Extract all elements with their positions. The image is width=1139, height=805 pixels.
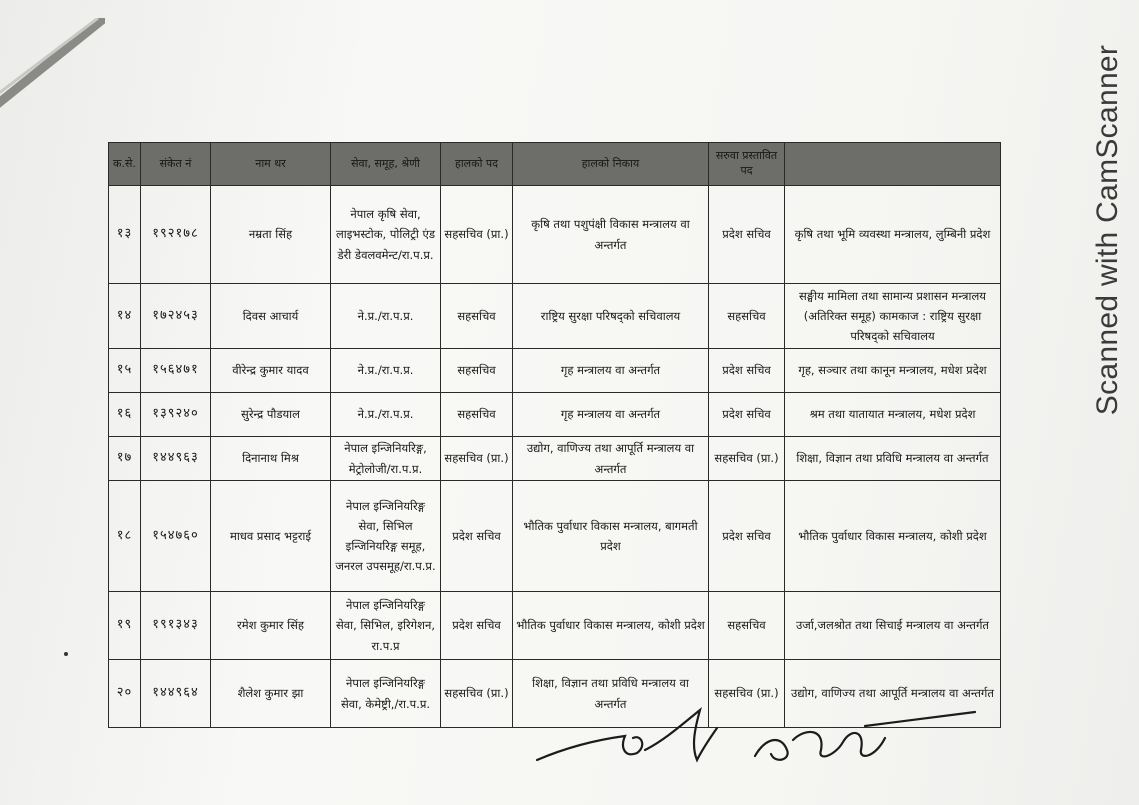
cell-code: १३९२४० (141, 393, 211, 437)
header-code: संकेत नं (141, 143, 211, 186)
cell-sn: १८ (109, 481, 141, 592)
signatures (525, 698, 995, 788)
signature-left (537, 710, 717, 760)
cell-new-office: उर्जा,जलश्रोत तथा सिचाई मन्त्रालय वा अन्तर्गत (785, 592, 1001, 660)
cell-name: रमेश कुमार सिंह (211, 592, 331, 660)
table-row (109, 592, 1001, 660)
table-body (109, 186, 1001, 728)
cell-sn: १७ (109, 437, 141, 481)
cell-code: १४४९६३ (141, 437, 211, 481)
cell-service: नेपाल इन्जिनियरिङ्ग सेवा, सिभिल इन्जिनियरिङ्ग समूह, जनरल उपसमूह/रा.प.प्र. (331, 481, 441, 592)
cell-post: प्रदेश सचिव (441, 592, 513, 660)
cell-name: नम्रता सिंह (211, 186, 331, 284)
cell-new-office: गृह, सञ्चार तथा कानून मन्त्रालय, मधेश प्रदेश (785, 349, 1001, 393)
header-row (109, 143, 1001, 186)
cell-name: शैलेश कुमार झा (211, 660, 331, 728)
cell-office: उद्योग, वाणिज्य तथा आपूर्ति मन्त्रालय वा अन्तर्गत (513, 437, 709, 481)
cell-code: १५४७६० (141, 481, 211, 592)
header-name: नाम थर (211, 143, 331, 186)
cell-proposed: सहसचिव (प्रा.) (709, 660, 785, 728)
cell-proposed: प्रदेश सचिव (709, 481, 785, 592)
cell-name: दिवस आचार्य (211, 284, 331, 349)
cell-office: राष्ट्रिय सुरक्षा परिषद्को सचिवालय (513, 284, 709, 349)
cell-service: ने.प्र./रा.प.प्र. (331, 284, 441, 349)
cell-service: ने.प्र./रा.प.प्र. (331, 349, 441, 393)
cell-post: सहसचिव (441, 284, 513, 349)
camscanner-watermark: Scanned with CamScanner (1091, 44, 1124, 416)
cell-post: सहसचिव (प्रा.) (441, 437, 513, 481)
page-fold-mark (0, 18, 105, 108)
cell-sn: १३ (109, 186, 141, 284)
header-service: सेवा, समूह, श्रेणी (331, 143, 441, 186)
cell-code: १७२४५३ (141, 284, 211, 349)
table-row (109, 349, 1001, 393)
header-post: हालको पद (441, 143, 513, 186)
cell-code: १९२१७८ (141, 186, 211, 284)
cell-sn: १६ (109, 393, 141, 437)
transfer-table (108, 142, 1001, 728)
table-row (109, 437, 1001, 481)
cell-name: वीरेन्द्र कुमार यादव (211, 349, 331, 393)
cell-code: १५६४७१ (141, 349, 211, 393)
cell-office: शिक्षा, विज्ञान तथा प्रविधि मन्त्रालय वा अन्तर्गत (513, 660, 709, 728)
header-sn: क.से. (109, 143, 141, 186)
cell-new-office: शिक्षा, विज्ञान तथा प्रविधि मन्त्रालय वा अन्तर्गत (785, 437, 1001, 481)
cell-proposed: सहसचिव (709, 592, 785, 660)
cell-office: कृषि तथा पशुपंक्षी विकास मन्त्रालय वा अन्तर्गत (513, 186, 709, 284)
cell-sn: १४ (109, 284, 141, 349)
table-row (109, 186, 1001, 284)
cell-name: सुरेन्द्र पौडयाल (211, 393, 331, 437)
cell-new-office: कृषि तथा भूमि व्यवस्था मन्त्रालय, लुम्बिनी प्रदेश (785, 186, 1001, 284)
cell-service: नेपाल इन्जिनियरिङ्ग सेवा, केमेष्ट्री,/रा.प.प्र. (331, 660, 441, 728)
cell-office: गृह मन्त्रालय वा अन्तर्गत (513, 349, 709, 393)
table-row (109, 481, 1001, 592)
header-proposed: सरुवा प्रस्तावित पद (709, 143, 785, 186)
cell-post: सहसचिव (प्रा.) (441, 186, 513, 284)
header-office: हालको निकाय (513, 143, 709, 186)
cell-post: सहसचिव (प्रा.) (441, 660, 513, 728)
cell-post: सहसचिव (441, 393, 513, 437)
cell-proposed: सहसचिव (प्रा.) (709, 437, 785, 481)
cell-proposed: सहसचिव (709, 284, 785, 349)
cell-proposed: प्रदेश सचिव (709, 393, 785, 437)
cell-service: ने.प्र./रा.प.प्र. (331, 393, 441, 437)
cell-code: १९१३४३ (141, 592, 211, 660)
cell-office: गृह मन्त्रालय वा अन्तर्गत (513, 393, 709, 437)
stray-mark (64, 652, 68, 656)
cell-name: दिनानाथ मिश्र (211, 437, 331, 481)
cell-code: १४४९६४ (141, 660, 211, 728)
cell-office: भौतिक पुर्वाधार विकास मन्त्रालय, बागमती प्रदेश (513, 481, 709, 592)
cell-sn: १५ (109, 349, 141, 393)
table-header (109, 143, 1001, 186)
cell-new-office: भौतिक पुर्वाधार विकास मन्त्रालय, कोशी प्रदेश (785, 481, 1001, 592)
cell-office: भौतिक पुर्वाधार विकास मन्त्रालय, कोशी प्रदेश (513, 592, 709, 660)
cell-sn: १९ (109, 592, 141, 660)
cell-proposed: प्रदेश सचिव (709, 349, 785, 393)
cell-new-office: उद्योग, वाणिज्य तथा आपूर्ति मन्त्रालय वा अन्तर्गत (785, 660, 1001, 728)
cell-new-office: सङ्घीय मामिला तथा सामान्य प्रशासन मन्त्रालय (अतिरिक्त समूह) कामकाज : राष्ट्रिय सुरक्षा परिषद्को सचिवालय (785, 284, 1001, 349)
cell-post: प्रदेश सचिव (441, 481, 513, 592)
cell-proposed: प्रदेश सचिव (709, 186, 785, 284)
cell-name: माधव प्रसाद भट्टराई (211, 481, 331, 592)
cell-service: नेपाल कृषि सेवा, लाइभस्टोक, पोलिट्री एंड डेरी डेवलवमेन्ट/रा.प.प्र. (331, 186, 441, 284)
table-row (109, 393, 1001, 437)
header-new-office (785, 143, 1001, 186)
cell-post: सहसचिव (441, 349, 513, 393)
cell-service: नेपाल इन्जिनियरिङ्ग सेवा, सिभिल, इरिगेशन, रा.प.प्र (331, 592, 441, 660)
cell-sn: २० (109, 660, 141, 728)
cell-service: नेपाल इन्जिनियरिङ्ग, मेट्रोलोजी/रा.प.प्र. (331, 437, 441, 481)
table-row (109, 284, 1001, 349)
cell-new-office: श्रम तथा यातायात मन्त्रालय, मधेश प्रदेश (785, 393, 1001, 437)
signature-right (755, 712, 975, 760)
